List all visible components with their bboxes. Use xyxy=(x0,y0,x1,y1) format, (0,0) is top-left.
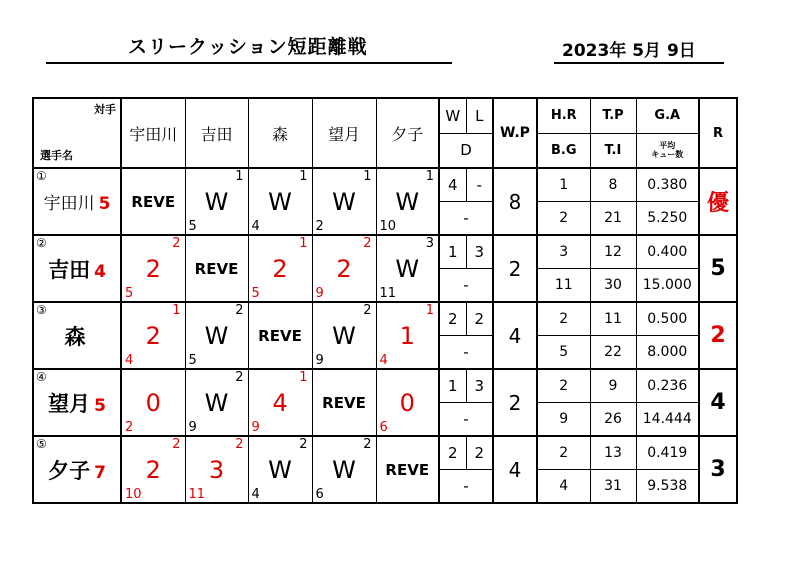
total-innings-cell: 26 xyxy=(590,403,636,437)
result-cell xyxy=(312,235,376,302)
result-score: 1 xyxy=(363,169,372,184)
col-header-d: D xyxy=(439,133,493,168)
total-innings-cell: 30 xyxy=(590,269,636,303)
wins-cell: 2 xyxy=(439,436,466,470)
result-score: 2 xyxy=(235,303,244,318)
result-innings: 6 xyxy=(315,487,324,502)
best-game-cell: 5 xyxy=(537,336,590,370)
header-corner xyxy=(33,98,121,168)
player-number: ④ xyxy=(36,370,47,384)
result-cell xyxy=(248,436,312,503)
col-header-name-2: 吉田 xyxy=(185,98,248,168)
result-cell xyxy=(185,369,248,436)
result-value: W xyxy=(268,455,292,484)
wins-cell: 1 xyxy=(439,369,466,403)
result-value: 3 xyxy=(208,455,225,484)
reve-mark: REVE xyxy=(385,461,430,479)
result-innings: 9 xyxy=(188,420,197,435)
reve-mark: REVE xyxy=(258,327,302,345)
result-innings: 5 xyxy=(125,286,134,301)
col-header-l: L xyxy=(466,98,493,133)
result-cell xyxy=(376,168,439,235)
result-innings: 10 xyxy=(379,219,397,234)
result-value: 4 xyxy=(272,388,288,417)
win-points-cell: 4 xyxy=(493,436,537,503)
result-score: 2 xyxy=(172,236,181,251)
total-innings-cell: 22 xyxy=(590,336,636,370)
col-header-ti: T.I xyxy=(590,133,636,168)
total-innings-cell: 21 xyxy=(590,202,636,236)
best-game-cell: 11 xyxy=(537,269,590,303)
player-handicap: 7 xyxy=(94,462,106,483)
player-number: ① xyxy=(36,169,47,183)
result-innings: 9 xyxy=(315,286,324,301)
result-innings: 9 xyxy=(315,353,324,368)
result-value: W xyxy=(268,187,292,216)
wins-cell: 2 xyxy=(439,302,466,336)
result-score: 2 xyxy=(363,303,372,318)
title-underline xyxy=(46,62,452,64)
high-run-cell: 2 xyxy=(537,436,590,470)
result-cell xyxy=(248,168,312,235)
player-number: ③ xyxy=(36,303,47,317)
result-cell xyxy=(121,168,185,235)
general-average-cell: 0.236 xyxy=(636,369,699,403)
wins-cell: 4 xyxy=(439,168,466,202)
result-value: 1 xyxy=(399,321,415,350)
result-cell xyxy=(312,369,376,436)
rank-cell: 3 xyxy=(699,436,737,503)
result-innings: 5 xyxy=(251,286,260,301)
result-cell xyxy=(121,235,185,302)
result-innings: 4 xyxy=(125,353,134,368)
col-header-name-3: 森 xyxy=(248,98,312,168)
result-value: 2 xyxy=(336,254,352,283)
result-score: 2 xyxy=(299,437,308,452)
general-average-cell: 0.400 xyxy=(636,235,699,269)
result-innings: 5 xyxy=(188,353,197,368)
result-innings: 2 xyxy=(125,420,134,435)
reve-mark: REVE xyxy=(194,260,239,278)
col-header-r: R xyxy=(699,98,737,168)
opponent-label: 対手 xyxy=(94,103,116,116)
result-value: W xyxy=(204,388,229,417)
result-innings: 11 xyxy=(379,286,397,301)
result-cell xyxy=(185,235,248,302)
losses-cell: 2 xyxy=(466,302,493,336)
win-points-cell: 2 xyxy=(493,235,537,302)
result-cell xyxy=(312,302,376,369)
high-run-cell: 1 xyxy=(537,168,590,202)
draws-cell: - xyxy=(439,403,493,437)
average-cue-cell: 5.250 xyxy=(636,202,699,236)
player-name: 吉田 xyxy=(48,257,91,282)
result-innings: 11 xyxy=(188,487,206,502)
col-header-hr: H.R xyxy=(537,98,590,133)
result-score: 2 xyxy=(172,437,181,452)
result-cell xyxy=(376,235,439,302)
average-cue-cell: 8.000 xyxy=(636,336,699,370)
losses-cell: - xyxy=(466,168,493,202)
best-game-cell: 2 xyxy=(537,202,590,236)
win-points-cell: 4 xyxy=(493,302,537,369)
result-cell xyxy=(248,369,312,436)
result-score: 1 xyxy=(425,303,434,318)
wins-cell: 1 xyxy=(439,235,466,269)
result-cell xyxy=(121,302,185,369)
result-score: 1 xyxy=(299,169,308,184)
sheet-date: 2023年 5月 9日 xyxy=(562,41,696,61)
player-label: 選手名 xyxy=(40,149,73,162)
result-score: 1 xyxy=(299,370,308,385)
high-run-cell: 2 xyxy=(537,302,590,336)
result-cell xyxy=(185,436,248,503)
losses-cell: 2 xyxy=(466,436,493,470)
losses-cell: 3 xyxy=(466,369,493,403)
result-value: 0 xyxy=(399,388,415,417)
result-cell xyxy=(312,168,376,235)
result-score: 1 xyxy=(235,169,244,184)
player-number: ② xyxy=(36,236,47,250)
draws-cell: - xyxy=(439,269,493,303)
result-score: 2 xyxy=(235,437,244,452)
rank-cell: 5 xyxy=(699,235,737,302)
result-innings: 9 xyxy=(251,420,260,435)
average-cue-cell: 15.000 xyxy=(636,269,699,303)
result-value: W xyxy=(204,187,229,216)
draws-cell: - xyxy=(439,336,493,370)
date-underline xyxy=(554,62,724,64)
win-points-cell: 8 xyxy=(493,168,537,235)
average-cue-cell: 14.444 xyxy=(636,403,699,437)
result-value: W xyxy=(395,254,420,283)
result-cell xyxy=(376,302,439,369)
player-cell xyxy=(33,168,121,235)
col-header-tp: T.P xyxy=(590,98,636,133)
high-run-cell: 2 xyxy=(537,369,590,403)
col-header-name-1: 宇田川 xyxy=(121,98,185,168)
results-table xyxy=(32,97,738,504)
total-points-cell: 9 xyxy=(590,369,636,403)
result-score: 3 xyxy=(425,236,434,251)
player-cell xyxy=(33,369,121,436)
ga-sub-label: 平均 キュー数 xyxy=(651,141,684,160)
best-game-cell: 4 xyxy=(537,470,590,504)
result-innings: 4 xyxy=(251,487,260,502)
result-value: 0 xyxy=(145,388,161,417)
result-innings: 2 xyxy=(315,219,324,234)
result-value: 2 xyxy=(145,254,161,283)
draws-cell: - xyxy=(439,202,493,236)
result-cell xyxy=(185,302,248,369)
col-header-bg: B.G xyxy=(537,133,590,168)
result-cell xyxy=(376,369,439,436)
rank-cell: 2 xyxy=(699,302,737,369)
result-score: 2 xyxy=(235,370,244,385)
best-game-cell: 9 xyxy=(537,403,590,437)
player-cell xyxy=(33,235,121,302)
result-score: 1 xyxy=(425,169,434,184)
player-cell xyxy=(33,302,121,369)
col-header-ga: G.A xyxy=(636,98,699,133)
sheet-title: スリークッション短距離戦 xyxy=(128,36,368,58)
result-cell xyxy=(121,436,185,503)
result-innings: 4 xyxy=(251,219,260,234)
draws-cell: - xyxy=(439,470,493,504)
result-score: 1 xyxy=(299,236,308,251)
result-score: 1 xyxy=(172,303,181,318)
player-number: ⑤ xyxy=(36,437,47,451)
col-header-wp: W.P xyxy=(493,98,537,168)
general-average-cell: 0.500 xyxy=(636,302,699,336)
player-name: 宇田川 xyxy=(43,194,95,214)
total-points-cell: 13 xyxy=(590,436,636,470)
result-cell xyxy=(376,436,439,503)
total-innings-cell: 31 xyxy=(590,470,636,504)
total-points-cell: 11 xyxy=(590,302,636,336)
general-average-cell: 0.419 xyxy=(636,436,699,470)
win-points-cell: 2 xyxy=(493,369,537,436)
player-handicap: 5 xyxy=(98,194,111,214)
col-header-ga-sub xyxy=(636,133,699,168)
result-value: W xyxy=(332,455,356,484)
player-cell xyxy=(33,436,121,503)
average-cue-cell: 9.538 xyxy=(636,470,699,504)
result-value: W xyxy=(395,187,420,216)
result-value: 2 xyxy=(145,455,161,484)
result-value: W xyxy=(332,187,356,216)
reve-mark: REVE xyxy=(131,193,176,211)
col-header-name-4: 望月 xyxy=(312,98,376,168)
total-points-cell: 12 xyxy=(590,235,636,269)
player-handicap: 5 xyxy=(94,395,106,416)
result-cell xyxy=(121,369,185,436)
general-average-cell: 0.380 xyxy=(636,168,699,202)
result-value: W xyxy=(204,321,229,350)
result-innings: 5 xyxy=(188,219,197,234)
result-cell xyxy=(248,235,312,302)
col-header-name-5: 夕子 xyxy=(376,98,439,168)
high-run-cell: 3 xyxy=(537,235,590,269)
result-score: 2 xyxy=(363,236,372,251)
player-handicap: 4 xyxy=(94,261,106,282)
col-header-w: W xyxy=(439,98,466,133)
result-innings: 10 xyxy=(125,487,142,502)
result-value: 2 xyxy=(272,254,288,283)
rank-cell: 4 xyxy=(699,369,737,436)
result-cell xyxy=(248,302,312,369)
total-points-cell: 8 xyxy=(590,168,636,202)
result-value: 2 xyxy=(145,321,161,350)
result-innings: 6 xyxy=(379,420,388,435)
rank-cell: 優 xyxy=(699,168,737,235)
result-cell xyxy=(185,168,248,235)
result-score: 2 xyxy=(363,437,372,452)
result-innings: 4 xyxy=(379,353,388,368)
reve-mark: REVE xyxy=(322,394,366,412)
player-name: 夕子 xyxy=(48,458,91,483)
player-name: 森 xyxy=(64,324,86,349)
result-value: W xyxy=(332,321,356,350)
result-cell xyxy=(312,436,376,503)
player-name: 望月 xyxy=(48,391,91,416)
losses-cell: 3 xyxy=(466,235,493,269)
